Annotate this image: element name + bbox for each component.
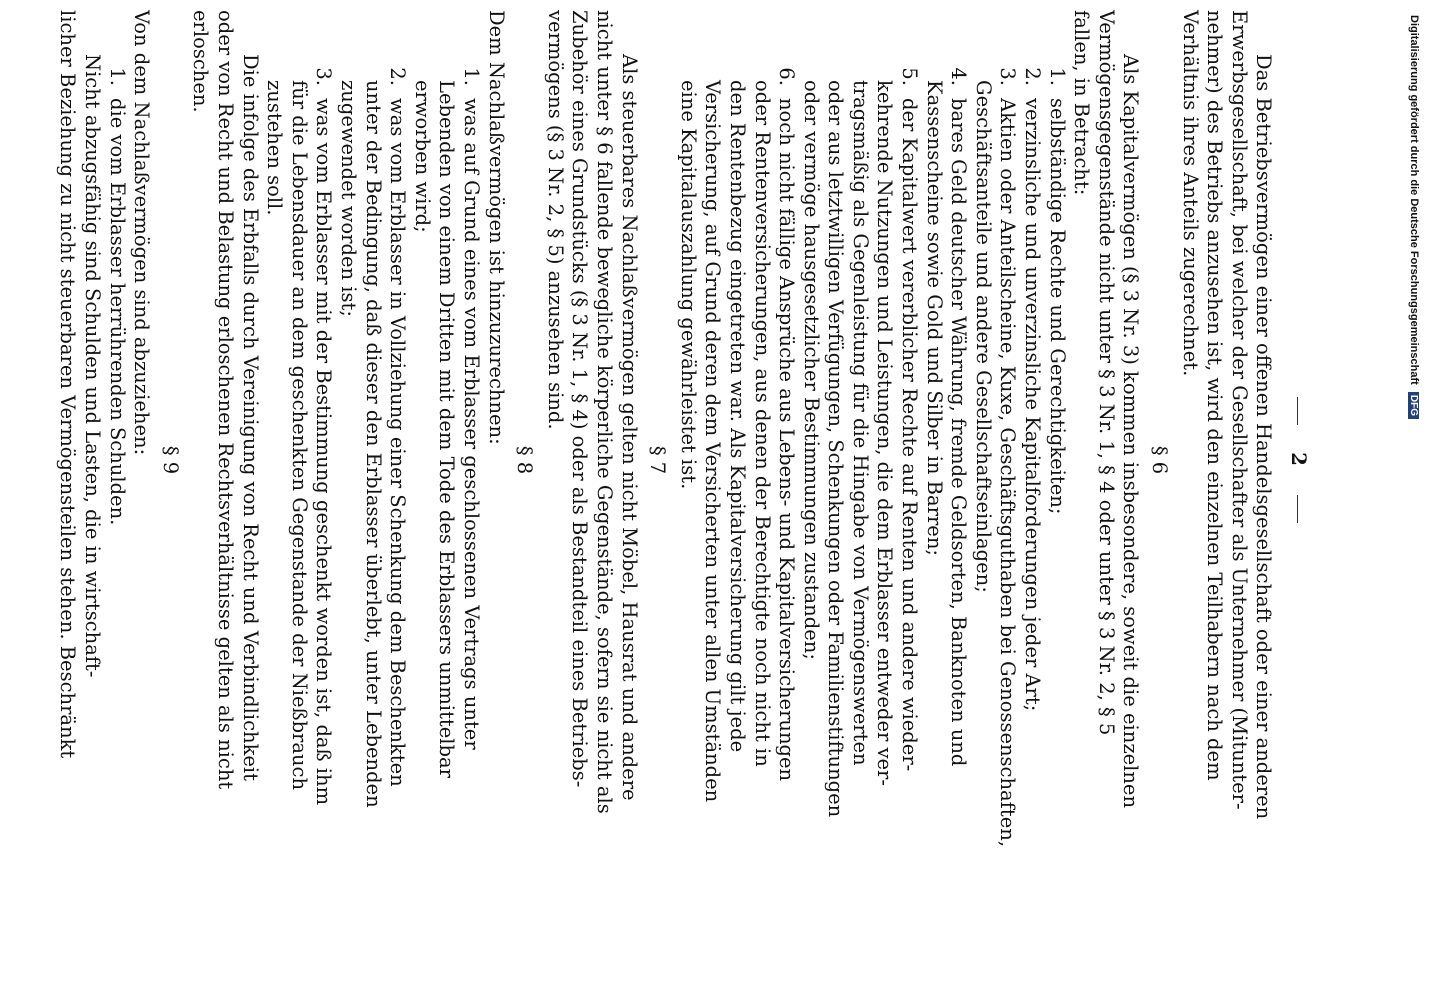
list-item [675,10,798,910]
page-number: 2 [1287,452,1310,468]
line-text: den Rentenbezug eingetreten war. Als Kapitalversicherung gilt jede [725,80,749,753]
line-text: verzinsliche und unverzinsliche Kapitalforderungen jeder Art; [1021,98,1045,712]
item-number: 6. [775,67,799,86]
text-line: Zubehör eines Grundstücks (§ 3 Nr. 1, § 4) oder als Bestandteil eines Betriebs- [568,10,592,788]
line-text: Geschäftsanteile und andere Gesellschaftseinlagen; [971,80,995,593]
text-line [360,10,385,910]
item-number: 2. [1021,67,1045,86]
text-line [847,10,872,910]
section-heading: § 7 [646,445,670,475]
text-line [872,10,897,910]
section-heading: § 6 [1148,445,1172,475]
text-line [104,10,129,910]
list-item [1019,10,1044,910]
line-text: was vom Erblasser mit der Bestimmung geschenkt worden ist, daß ihm [312,98,336,806]
text-line [286,10,311,910]
line-text: zustehen soll. [263,80,287,216]
line-text: Lebenden von einem Dritten mit dem Tode des Erblassers unmittelbar [435,80,459,778]
text-line [458,10,483,910]
line-text: Aktien oder Anteilscheine, Kuxe, Geschäftsguthaben bei Genossenschaften, [996,98,1020,848]
line-text: noch nicht fällige Ansprüche aus Lebens- und Kapitalversicherungen [775,98,799,782]
item-number: 2. [386,67,410,86]
item-number: 3. [996,67,1020,86]
dfg-logo: DFG [1408,392,1419,419]
text-line [434,10,459,910]
list-item [262,10,336,910]
credit-text: Digitalisierung gefördert durch die Deutsche Forschungsgemeinschaft [1408,15,1420,385]
text-line [1019,10,1044,910]
item-number: 5. [898,67,922,86]
text-line [921,10,946,910]
text-line [970,10,995,910]
list-item [409,10,483,910]
paragraph [55,10,104,910]
text-line: licher Beziehung zu nicht steuerbaren Vermögensteilen stehen. Beschränkt [56,10,80,759]
text-line: Die infolge des Erbfalls durch Vereinigung von Recht und Verbindlichkeit [238,54,262,782]
section-heading: § 9 [158,445,182,475]
text-line: vermögens (§ 3 Nr. 2, § 5) anzusehen sind. [543,10,567,430]
paragraph [188,10,262,910]
text-line: fallen, in Betracht: [1070,10,1094,196]
text-line: Dem Nachlaßvermögen ist hinzuzurechnen: [484,10,508,445]
paragraph [1177,10,1275,910]
line-text: eine Kapitalauszahlung gewährleistet ist. [676,80,700,490]
text-line [774,10,799,910]
line-text: oder vermöge hausgesetzlicher Bestimmungen zustanden; [799,80,823,660]
text-line: Verhältnis ihres Anteils zugerechnet. [1178,10,1202,377]
text-line [262,10,287,910]
text-line: nicht unter § 6 fallende bewegliche körperliche Gegenstände, sofern sie nicht als [592,10,616,814]
list-item [970,10,1019,910]
text-line: Von dem Nachlaßvermögen sind abzuziehen: [130,10,154,456]
line-text: erworben wird; [410,80,434,233]
text-line [385,10,410,910]
document-body [55,10,1276,910]
line-text: was auf Grund eines vom Erblasser geschlossenen Vertrags unter [460,98,483,750]
text-line [1044,10,1069,910]
text-line: Vermögensgegenstände nicht unter § 3 Nr. 1, § 4 oder unter § 3 Nr. 2, § 5 [1094,10,1118,736]
item-number: 1. [460,67,483,86]
text-line [724,10,749,910]
line-text: die vom Erblasser herrührenden Schulden. [105,98,129,526]
line-text: bares Geld deutscher Währung, fremde Geldsorten, Banknoten und [947,98,971,767]
text-line [311,10,336,910]
text-line: Das Betriebsvermögen einer offenen Handelsgesellschaft oder einer anderen [1252,54,1276,820]
text-line: Als Kapitalvermögen (§ 3 Nr. 3) kommen insbesondere, soweit die einzelnen [1119,54,1143,809]
header-dash-right [1297,495,1298,523]
line-text: selbständige Rechte und Gerechtigkeiten; [1045,98,1069,515]
list-item [104,10,129,910]
text-line [946,10,971,910]
line-text: zugewendet worden ist; [337,80,361,317]
text-line [995,10,1020,910]
line-text: tragsmäßig als Gegenleistung für die Hingabe von Vermögenswerten [848,80,872,766]
line-text: Kassenscheine sowie Gold und Silber in Barren; [922,80,946,556]
page-header [1285,10,1310,910]
line-text: für die Lebensdauer an dem geschenkten Gegenstande der Nießbrauch [287,80,311,791]
item-number: 1. [105,67,129,86]
text-line [675,10,700,910]
item-number: 3. [312,67,336,86]
line-text: was vom Erblasser in Vollziehung einer Schenkung dem Beschenkten [386,98,410,787]
text-line [409,10,434,910]
text-block [129,10,154,910]
text-line [700,10,725,910]
text-block [483,10,508,910]
section-heading: § 8 [513,445,537,475]
text-line: oder von Recht und Belastung erloschenen Rechtsverhältnisse gelten als nicht [214,10,238,790]
line-text: unter der Bedingung, daß dieser den Erblasser überlebt, unter Lebenden [361,80,385,808]
text-line: Nicht abzugsfähig sind Schulden und Lasten, die in wirtschaft- [81,54,105,678]
header-dash-left [1297,397,1298,425]
paragraph [1069,10,1143,910]
line-text: kehrende Nutzungen und Leistungen, die dem Erblasser entweder ver- [873,80,897,786]
line-text: der Kapitalwert vererblicher Rechte auf Renten und andere wieder- [898,98,922,772]
paragraph [542,10,640,910]
text-line [823,10,848,910]
text-line [798,10,823,910]
line-text: oder aus letztwilligen Verfügungen, Schenkungen oder Familienstiftungen [824,80,848,818]
document-page [56,10,1310,910]
item-number: 4. [947,67,971,86]
list-item [335,10,409,910]
text-line: Erwerbsgesellschaft, bei welcher der Gesellschafter als Unternehmer (Mitunter- [1227,10,1251,810]
text-line [749,10,774,910]
line-text: Versicherung, auf Grund deren dem Versicherten unter allen Umständen [701,80,725,803]
item-number: 1. [1045,67,1069,86]
line-text: oder Rentenversicherungen, aus denen der Berechtigte noch nicht in [750,80,774,767]
list-item [798,10,921,910]
list-item [1044,10,1069,910]
text-line: nehmer) des Betriebs anzusehen ist, wird den einzelnen Teilhabern nach dem [1203,10,1227,781]
list-item [921,10,970,910]
text-line [335,10,360,910]
text-line: Als steuerbares Nachlaßvermögen gelten nicht Möbel, Hausrat und andere [617,54,641,801]
text-line: erloschen. [189,10,213,113]
text-line [897,10,922,910]
